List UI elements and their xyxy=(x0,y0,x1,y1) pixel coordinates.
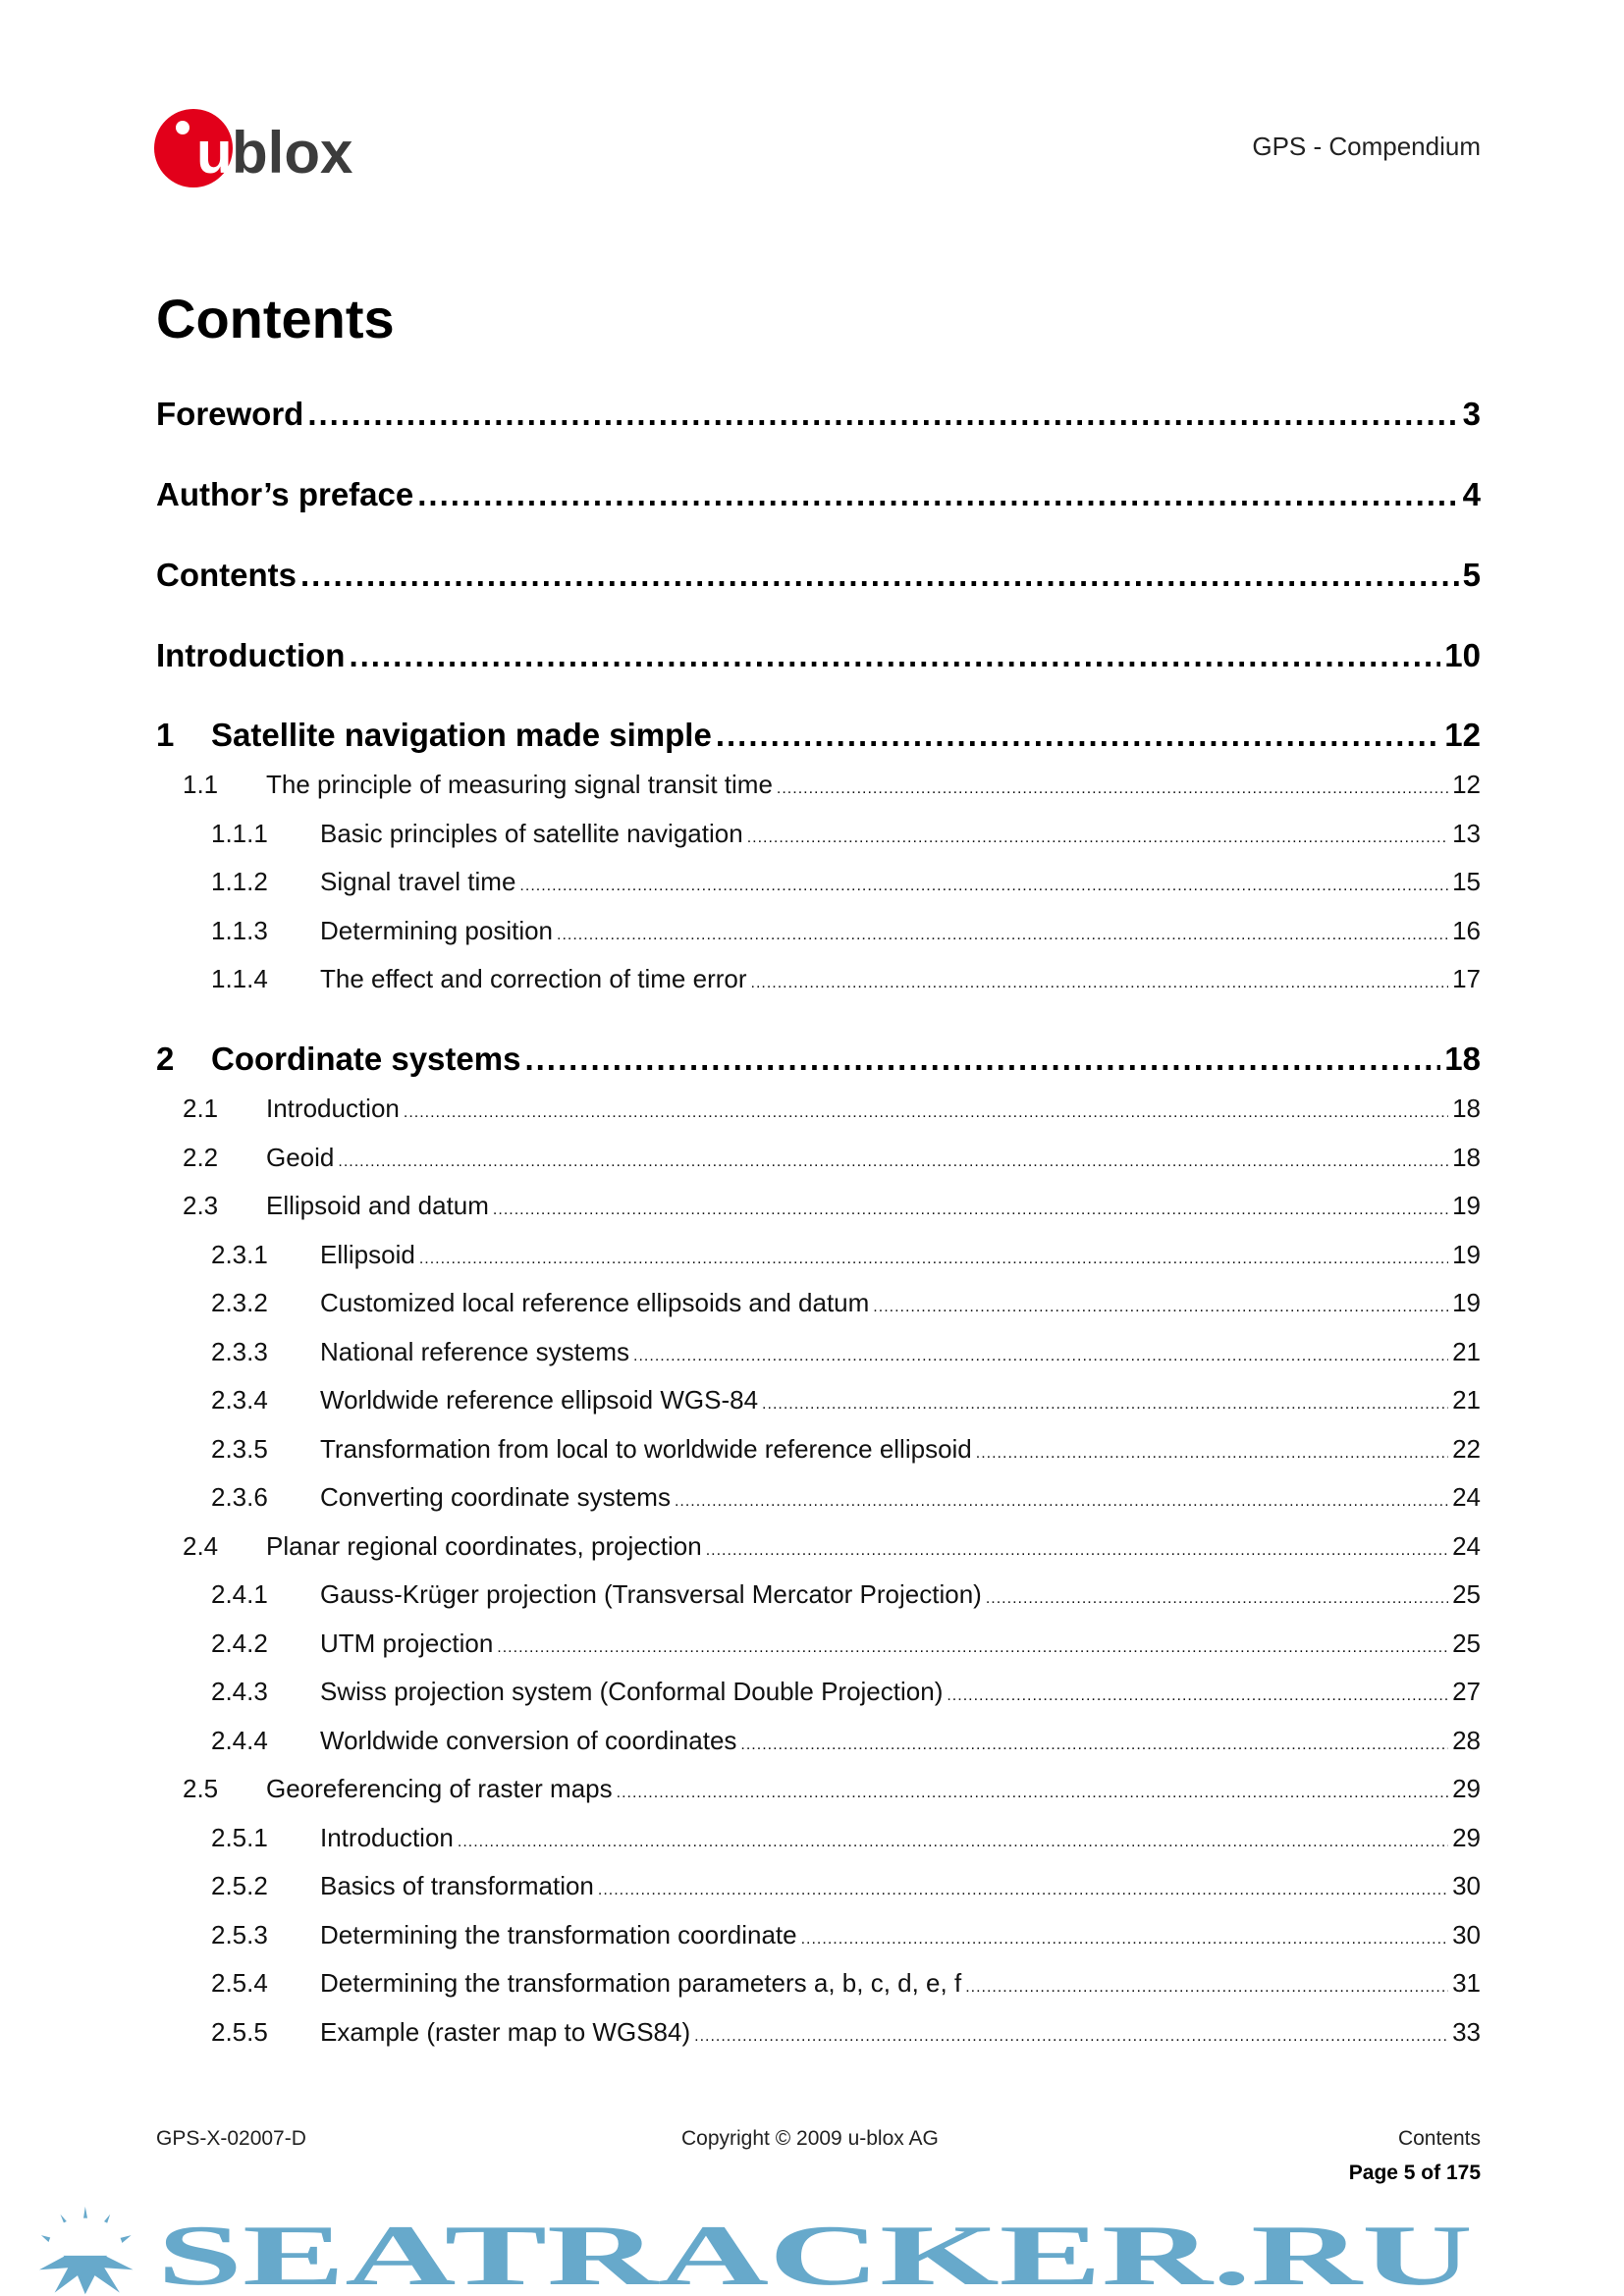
toc-entry-page[interactable]: 33 xyxy=(1452,2016,1481,2047)
dot-leader xyxy=(307,396,1458,433)
toc-entry[interactable] xyxy=(211,916,1481,946)
toc-entry[interactable] xyxy=(211,1288,1481,1318)
toc-entry-page[interactable]: 4 xyxy=(1462,476,1481,512)
toc-entry-page[interactable]: 21 xyxy=(1452,1385,1481,1415)
toc-entry[interactable] xyxy=(183,1143,1481,1173)
toc-entry-title[interactable]: Worldwide conversion of coordinates xyxy=(320,1725,737,1755)
toc-entry-number: 2.3.2 xyxy=(211,1288,268,1317)
dot-leader xyxy=(557,916,1448,946)
toc-entry[interactable] xyxy=(211,1579,1481,1610)
toc-entry[interactable] xyxy=(183,1531,1481,1562)
toc-entry-title[interactable]: Signal travel time xyxy=(320,867,516,896)
toc-entry-page[interactable]: 25 xyxy=(1452,1628,1481,1658)
toc-entry-page[interactable]: 29 xyxy=(1452,1774,1481,1803)
toc-entry-number: 2.3 xyxy=(183,1191,219,1220)
dot-leader xyxy=(524,1041,1440,1078)
toc-entry-page[interactable]: 5 xyxy=(1462,557,1481,593)
toc-entry-number: 2.5.3 xyxy=(211,1919,268,1949)
toc-entry-page[interactable]: 15 xyxy=(1452,867,1481,896)
toc-entry-title[interactable]: Satellite navigation made simple xyxy=(211,717,712,753)
toc-entry[interactable] xyxy=(156,396,1481,433)
dot-leader xyxy=(747,819,1448,849)
toc-entry-page[interactable]: 18 xyxy=(1444,1041,1481,1077)
toc-entry-page[interactable]: 10 xyxy=(1444,637,1481,673)
dot-leader xyxy=(338,1143,1448,1173)
toc-entry[interactable] xyxy=(211,1677,1481,1707)
toc-entry-number: 2.3.6 xyxy=(211,1482,268,1512)
toc-entry-page[interactable]: 22 xyxy=(1452,1433,1481,1464)
toc-entry-number: 1.1.3 xyxy=(211,915,268,945)
toc-entry[interactable] xyxy=(183,1094,1481,1124)
toc-entry-number: 2.5.4 xyxy=(211,1968,268,1998)
dot-leader xyxy=(349,637,1440,674)
toc-entry[interactable] xyxy=(211,1337,1481,1367)
ublox-logo xyxy=(153,106,359,189)
toc-entry-title[interactable]: Basics of transformation xyxy=(320,1871,594,1900)
toc-entry-number: 2.4.4 xyxy=(211,1725,268,1755)
svg-text:u: u xyxy=(196,120,233,186)
toc-entry-number: 2.4 xyxy=(183,1530,219,1561)
dot-leader xyxy=(633,1337,1448,1367)
toc-entry-number: 2 xyxy=(156,1041,175,1077)
toc-entry-page[interactable]: 31 xyxy=(1452,1968,1481,1998)
toc-entry-title[interactable]: Determining the transformation parameters a, b, c, d, e, f xyxy=(320,1968,962,1998)
toc-entry-number: 2.4.3 xyxy=(211,1677,268,1706)
toc-entry[interactable] xyxy=(156,637,1481,674)
toc-entry-title[interactable]: Swiss projection system (Conformal Double Projection) xyxy=(320,1677,944,1706)
toc-entry[interactable] xyxy=(156,476,1481,513)
svg-text:blox: blox xyxy=(232,120,353,186)
toc-entry-title[interactable]: Customized local reference ellipsoids and datum xyxy=(320,1288,870,1317)
toc-entry-page[interactable]: 19 xyxy=(1452,1191,1481,1220)
toc-entry-title[interactable]: Coordinate systems xyxy=(211,1041,521,1077)
toc-entry-title[interactable]: Determining position xyxy=(320,915,554,945)
dot-leader xyxy=(716,717,1440,754)
toc-entry[interactable] xyxy=(183,770,1481,800)
toc-entry-title[interactable]: Transformation from local to worldwide reference ellipsoid xyxy=(320,1433,972,1464)
watermark-text: SEATRACKER.RU xyxy=(157,2209,1473,2296)
toc-entry-number: 2.5.1 xyxy=(211,1822,268,1852)
toc-entry-page[interactable]: 19 xyxy=(1452,1288,1481,1317)
toc-entry-number: 2.5.5 xyxy=(211,2016,268,2047)
page-title: Contents xyxy=(156,288,395,349)
toc-entry-page[interactable]: 12 xyxy=(1452,770,1481,799)
toc-entry-page[interactable]: 24 xyxy=(1452,1482,1481,1512)
toc-entry[interactable] xyxy=(211,1823,1481,1853)
sun-icon xyxy=(39,2207,134,2294)
toc-entry-title[interactable]: Geoid xyxy=(266,1142,335,1172)
toc-entry-title[interactable]: Introduction xyxy=(156,637,346,673)
toc-entry-title[interactable]: Introduction xyxy=(320,1822,454,1852)
toc-entry-title[interactable]: Example (raster map to WGS84) xyxy=(320,2016,691,2047)
footer-page-number: Page 5 of 175 xyxy=(1348,2162,1481,2184)
toc-entry-number: 1.1.1 xyxy=(211,818,268,848)
toc-entry-number: 1.1 xyxy=(183,770,219,799)
dot-leader xyxy=(976,1434,1448,1465)
dot-leader xyxy=(965,1968,1448,1999)
footer-doc-id: GPS-X-02007-D xyxy=(156,2127,306,2150)
toc-entry-page[interactable]: 21 xyxy=(1452,1336,1481,1366)
seatracker-watermark xyxy=(0,2201,1624,2296)
toc-entry[interactable] xyxy=(211,1629,1481,1659)
toc-entry[interactable] xyxy=(156,557,1481,594)
toc-entry-title[interactable]: UTM projection xyxy=(320,1628,494,1658)
toc-entry-title[interactable]: Introduction xyxy=(266,1094,400,1123)
toc-entry[interactable] xyxy=(183,1774,1481,1804)
toc-entry-number: 2.3.4 xyxy=(211,1385,268,1415)
toc-entry-title[interactable]: Converting coordinate systems xyxy=(320,1482,671,1512)
toc-entry-title[interactable]: The principle of measuring signal transit time xyxy=(266,770,773,799)
dot-leader xyxy=(986,1579,1448,1610)
toc-entry-page[interactable]: 30 xyxy=(1452,1871,1481,1900)
toc-entry[interactable] xyxy=(211,819,1481,849)
toc-entry[interactable] xyxy=(211,1240,1481,1270)
toc-entry-title[interactable]: Determining the transformation coordinate xyxy=(320,1919,797,1949)
toc-entry-page[interactable]: 28 xyxy=(1452,1725,1481,1755)
toc-entry[interactable] xyxy=(211,1482,1481,1513)
toc-entry[interactable] xyxy=(211,1385,1481,1415)
toc-entry-page[interactable]: 25 xyxy=(1452,1579,1481,1609)
toc-entry-title[interactable]: Basic principles of satellite navigation xyxy=(320,818,743,848)
toc-entry-page[interactable]: 3 xyxy=(1462,396,1481,432)
toc-entry-title[interactable]: Foreword xyxy=(156,396,304,432)
toc-entry-page[interactable]: 18 xyxy=(1452,1142,1481,1172)
toc-entry[interactable] xyxy=(211,964,1481,994)
dot-leader xyxy=(675,1482,1448,1513)
document-header-title: GPS - Compendium xyxy=(1252,132,1481,161)
toc-entry-number: 1 xyxy=(156,717,175,753)
dot-leader xyxy=(801,1920,1448,1950)
toc-entry[interactable] xyxy=(211,1920,1481,1950)
toc-entry-number: 2.1 xyxy=(183,1094,219,1123)
toc-entry-page[interactable]: 19 xyxy=(1452,1239,1481,1269)
toc-entry-title[interactable]: National reference systems xyxy=(320,1336,630,1366)
toc-entry-title[interactable]: Worldwide reference ellipsoid WGS-84 xyxy=(320,1385,759,1415)
toc-entry[interactable] xyxy=(211,1968,1481,1999)
dot-leader xyxy=(417,476,1458,513)
toc-entry-page[interactable]: 12 xyxy=(1444,717,1481,753)
toc-entry-page[interactable]: 18 xyxy=(1452,1094,1481,1123)
toc-entry-number: 2.5 xyxy=(183,1774,219,1803)
dot-leader xyxy=(777,770,1448,800)
toc-entry-title[interactable]: Gauss-Krüger projection (Transversal Mercator Projection) xyxy=(320,1579,982,1609)
toc-entry-title[interactable]: Planar regional coordinates, projection xyxy=(266,1530,702,1561)
dot-leader xyxy=(598,1871,1448,1901)
toc-entry-page[interactable]: 29 xyxy=(1452,1822,1481,1852)
toc-entry[interactable] xyxy=(156,1041,1481,1078)
dot-leader xyxy=(493,1191,1448,1221)
toc-entry[interactable] xyxy=(211,1871,1481,1901)
dot-leader xyxy=(706,1531,1448,1562)
toc-entry[interactable] xyxy=(156,717,1481,754)
toc-entry-page[interactable]: 16 xyxy=(1452,915,1481,945)
toc-entry-number: 2.3.3 xyxy=(211,1336,268,1366)
toc-entry-title[interactable]: Ellipsoid and datum xyxy=(266,1191,489,1220)
dot-leader xyxy=(617,1774,1448,1804)
toc-entry-number: 2.5.2 xyxy=(211,1871,268,1900)
dot-leader xyxy=(519,867,1448,897)
toc-entry[interactable] xyxy=(183,1191,1481,1221)
dot-leader xyxy=(419,1240,1448,1270)
dot-leader xyxy=(300,557,1459,594)
toc-entry-number: 2.4.1 xyxy=(211,1579,268,1609)
toc-entry[interactable] xyxy=(211,2017,1481,2048)
dot-leader xyxy=(458,1823,1448,1853)
toc-entry[interactable] xyxy=(211,1434,1481,1465)
toc-entry[interactable] xyxy=(211,1726,1481,1756)
dot-leader xyxy=(694,2017,1448,2048)
toc-entry-page[interactable]: 13 xyxy=(1452,818,1481,848)
toc-entry[interactable] xyxy=(211,867,1481,897)
toc-entry-title[interactable]: Georeferencing of raster maps xyxy=(266,1774,613,1803)
toc-entry-number: 2.2 xyxy=(183,1142,219,1172)
dot-leader xyxy=(947,1677,1448,1707)
toc-entry-page[interactable]: 24 xyxy=(1452,1530,1481,1561)
toc-entry-number: 1.1.2 xyxy=(211,867,268,896)
dot-leader xyxy=(497,1629,1448,1659)
dot-leader xyxy=(873,1288,1448,1318)
dot-leader xyxy=(762,1385,1448,1415)
dot-leader xyxy=(404,1094,1448,1124)
toc-entry-title[interactable]: Ellipsoid xyxy=(320,1239,415,1269)
toc-entry-title[interactable]: Author’s preface xyxy=(156,476,414,512)
toc-entry-page[interactable]: 27 xyxy=(1452,1677,1481,1706)
toc-entry-title[interactable]: Contents xyxy=(156,557,297,593)
dot-leader xyxy=(751,964,1449,994)
footer-section: Contents xyxy=(1397,2127,1481,2150)
toc-entry-number: 2.3.1 xyxy=(211,1239,268,1269)
toc-entry-page[interactable]: 30 xyxy=(1452,1919,1481,1949)
toc-entry-number: 1.1.4 xyxy=(211,964,268,993)
dot-leader xyxy=(740,1726,1448,1756)
toc-entry-number: 2.4.2 xyxy=(211,1628,268,1658)
toc-entry-title[interactable]: The effect and correction of time error xyxy=(320,964,747,993)
footer-copyright: Copyright © 2009 u-blox AG xyxy=(681,2127,939,2150)
toc-entry-page[interactable]: 17 xyxy=(1452,964,1481,993)
toc-entry-number: 2.3.5 xyxy=(211,1433,268,1464)
